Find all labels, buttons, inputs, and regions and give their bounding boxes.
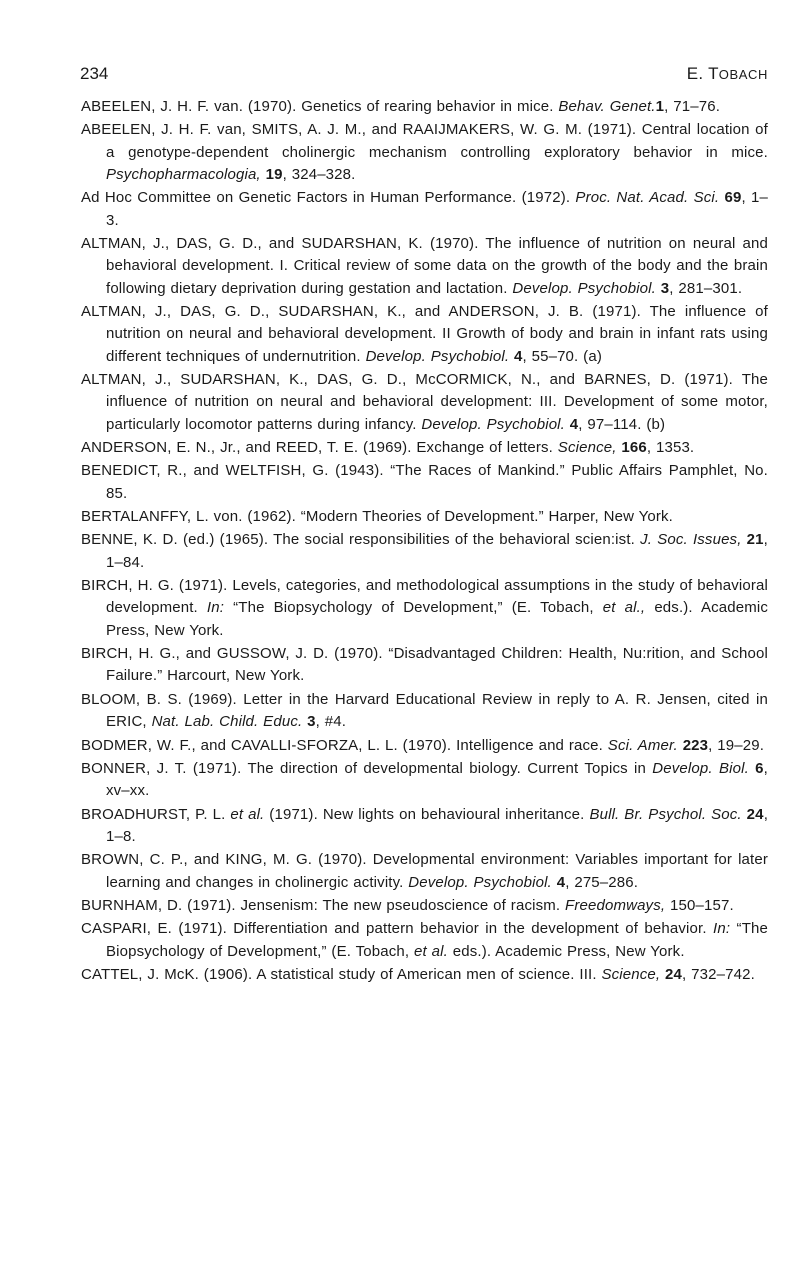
reference-entry <box>81 689 768 734</box>
reference-journal: Develop. Psychobiol. <box>365 347 510 365</box>
reference-entry <box>81 187 768 232</box>
reference-extra: eds.). Academic Press, New York. <box>106 599 769 639</box>
reference-text: BODMER, W. F., and CAVALLI-SFORZA, L. L. (1970). Intelligence and race. <box>81 736 608 754</box>
reference-journal: Psychopharmacologia, <box>106 165 261 183</box>
reference-entry <box>81 233 768 300</box>
reference-entry <box>81 506 768 528</box>
reference-journal: Develop. Psychobiol. <box>512 279 656 297</box>
reference-pages: , 1–84. <box>106 531 768 571</box>
reference-pages: “The Biopsychology of Development,” (E. Tobach, <box>106 920 768 960</box>
reference-journal: Freedomways, <box>565 896 666 914</box>
reference-entry <box>81 895 768 917</box>
reference-volume: 21 <box>741 531 764 549</box>
reference-text: BURNHAM, D. (1971). Jensenism: The new pseudoscience of racism. <box>81 896 566 914</box>
reference-journal: Develop. Biol. <box>652 759 749 777</box>
reference-volume: 223 <box>677 736 709 754</box>
reference-pages: , 55–70. (a) <box>522 347 602 365</box>
reference-volume: 4 <box>509 347 523 365</box>
reference-pages: , 324–328. <box>282 165 356 183</box>
reference-text: ABEELEN, J. H. F. van, SMITS, A. J. M., and RAAIJMAKERS, W. G. M. (1971). Central location of a genotype-dependent cholinergic mechanism controlling exploratory behavior in mice. <box>81 121 768 161</box>
reference-pages: , xv–xx. <box>106 759 768 800</box>
running-head <box>687 62 768 87</box>
reference-entry <box>81 758 768 803</box>
reference-entry <box>81 575 768 642</box>
reference-journal: Science, <box>557 439 617 457</box>
reference-pages: 150–157. <box>665 896 734 914</box>
reference-entry <box>81 119 768 186</box>
reference-pages: , 97–114. (b) <box>578 415 666 433</box>
reference-journal: Sci. Amer. <box>607 736 678 754</box>
reference-pages: , 281–301. <box>669 279 743 297</box>
reference-extra-italic: Bull. Br. Psychol. Soc. <box>589 805 742 823</box>
reference-entry <box>81 437 768 459</box>
reference-text: CASPARI, E. (1971). Differentiation and pattern behavior in the development of behavior. <box>81 920 714 938</box>
reference-pages: , 19–29. <box>708 736 765 754</box>
reference-entry <box>81 804 768 849</box>
reference-extra-volume: 24 <box>741 805 764 823</box>
reference-journal: In: <box>206 599 225 617</box>
reference-text: BENNE, K. D. (ed.) (1965). The social responsibilities of the behavioral scien:ist. <box>81 531 641 549</box>
reference-volume: 6 <box>748 759 764 777</box>
reference-entry <box>81 643 768 688</box>
reference-text: BIRCH, H. G. (1971). Levels, categories, and methodological assumptions in the study of behavioral development. <box>81 577 768 617</box>
reference-journal: Nat. Lab. Child. Educ. <box>151 713 303 731</box>
reference-entry <box>81 964 768 986</box>
reference-pages: , 1–3. <box>106 189 768 229</box>
reference-pages: , 1353. <box>646 439 695 457</box>
reference-entry <box>81 96 768 118</box>
reference-text: BLOOM, B. S. (1969). Letter in the Harvard Educational Review in reply to A. R. Jensen, cited in ERIC, <box>81 690 768 731</box>
reference-text: BONNER, J. T. (1971). The direction of developmental biology. Current Topics in <box>81 759 653 777</box>
reference-text: BERTALANFFY, L. von. (1962). “Modern Theories of Development.” Harper, New York. <box>81 508 673 526</box>
reference-volume: 19 <box>260 165 283 183</box>
author-surname-initial: T <box>708 64 719 83</box>
reference-text: BROWN, C. P., and KING, M. G. (1970). Developmental environment: Variables important for later learning and changes in cholinergic activity. <box>81 851 768 891</box>
reference-entry <box>81 918 768 963</box>
reference-text: ALTMAN, J., SUDARSHAN, K., DAS, G. D., McCORMICK, N., and BARNES, D. (1971). The influence of nutrition on neural and behavioral development: III. Development of some motor, particularly locomotor patterns during infancy. <box>81 371 768 433</box>
reference-text: ALTMAN, J., DAS, G. D., and SUDARSHAN, K. (1970). The influence of nutrition on neural and behavioral development. I. Critical review of some data on the growth of the body and the brain following dietary deprivation during gestation and lactation. <box>81 235 768 297</box>
reference-text: BENEDICT, R., and WELTFISH, G. (1943). “The Races of Mankind.” Public Affairs Pamphlet, No. 85. <box>81 462 768 502</box>
reference-volume: 1 <box>655 98 665 115</box>
reference-volume: 69 <box>719 189 742 207</box>
reference-pages: , 732–742. <box>682 966 755 984</box>
reference-pages: “The Biopsychology of Development,” (E. Tobach, <box>224 599 603 617</box>
reference-volume: 3 <box>655 279 670 297</box>
reference-entry <box>81 369 768 436</box>
reference-entry <box>81 529 768 574</box>
reference-text: ANDERSON, E. N., Jr., and REED, T. E. (1969). Exchange of letters. <box>81 439 558 457</box>
author-surname-rest: OBACH <box>718 67 768 82</box>
reference-journal: Behav. Genet. <box>558 98 656 115</box>
reference-list <box>81 96 768 987</box>
reference-text: ABEELEN, J. H. F. van. (1970). Genetics of rearing behavior in mice. <box>81 98 559 115</box>
reference-extra: eds.). Academic Press, New York. <box>447 942 685 960</box>
page-number: 234 <box>80 64 109 83</box>
reference-pages: , 71–76. <box>664 98 721 115</box>
reference-journal: et al. <box>230 805 265 823</box>
reference-journal: Proc. Nat. Acad. Sci. <box>575 189 720 207</box>
reference-text: CATTEL, J. McK. (1906). A statistical study of American men of science. III. <box>81 966 602 984</box>
reference-entry <box>81 735 768 757</box>
reference-extra: , 1–8. <box>106 805 769 845</box>
reference-volume: 3 <box>302 713 316 731</box>
reference-volume: 24 <box>660 966 683 984</box>
reference-text: ALTMAN, J., DAS, G. D., SUDARSHAN, K., and ANDERSON, J. B. (1971). The influence of nutrition on neural and behavioral development. II Growth of body and brain in infant rats using different techniques of undernutrition. <box>81 303 768 365</box>
reference-journal: Develop. Psychobiol. <box>421 415 565 433</box>
reference-journal: J. Soc. Issues, <box>640 531 742 549</box>
reference-volume: 4 <box>564 415 579 433</box>
reference-extra-italic: et al., <box>602 599 646 617</box>
reference-journal: Science, <box>601 966 661 984</box>
reference-entry <box>81 301 768 368</box>
reference-entry <box>81 849 768 894</box>
reference-text: BIRCH, H. G., and GUSSOW, J. D. (1970). “Disadvantaged Children: Health, Nu:rition, and School Failure.” Harcourt, New York. <box>81 645 768 685</box>
reference-pages: , #4. <box>315 713 347 731</box>
reference-text: BROADHURST, P. L. <box>81 805 231 823</box>
author-initial: E. <box>686 64 704 83</box>
reference-pages: (1971). New lights on behavioural inheritance. <box>264 805 590 823</box>
reference-entry <box>81 460 768 505</box>
reference-journal: In: <box>713 920 731 938</box>
reference-volume: 166 <box>616 439 647 457</box>
reference-journal: Develop. Psychobiol. <box>408 873 552 891</box>
page-header <box>80 62 768 86</box>
reference-volume: 4 <box>551 873 566 891</box>
reference-extra-italic: et al. <box>414 942 448 960</box>
reference-pages: , 275–286. <box>565 873 639 891</box>
reference-text: Ad Hoc Committee on Genetic Factors in Human Performance. (1972). <box>81 189 576 207</box>
